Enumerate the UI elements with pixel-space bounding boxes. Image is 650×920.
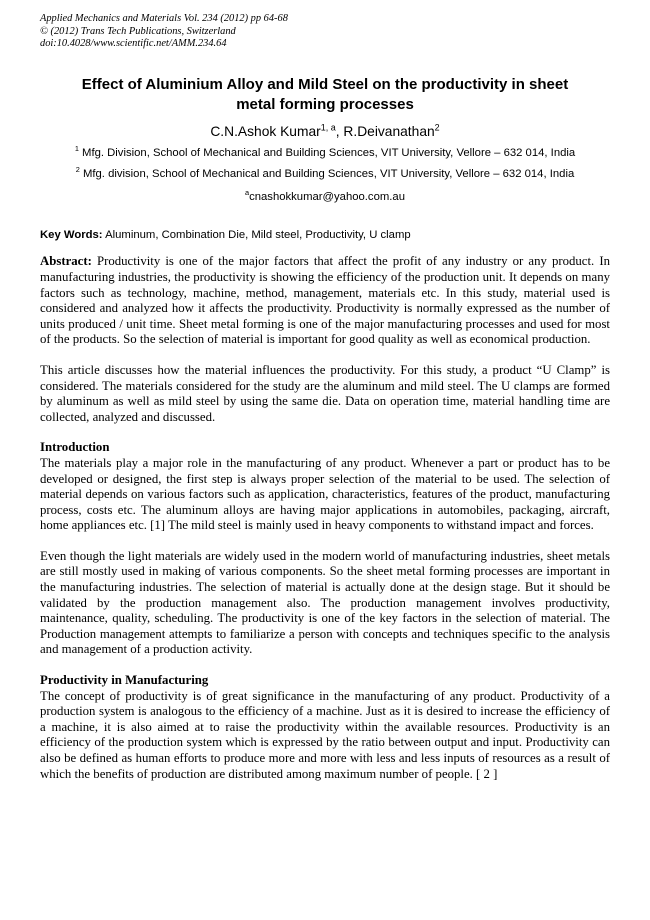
author-2-name: R.Deivanathan <box>343 123 435 139</box>
affiliation-2 <box>40 167 610 182</box>
keywords-text: Aluminum, Combination Die, Mild steel, Productivity, U clamp <box>105 229 411 242</box>
title-block <box>40 75 610 203</box>
author-1-name: C.N.Ashok Kumar <box>210 123 321 139</box>
keywords-label: Key Words: <box>40 229 103 242</box>
affiliation-2-superscript: 2 <box>75 165 80 175</box>
paragraph-productivity: The concept of productivity is of great significance in the manufacturing of any product. Productivity of a production system is analogous to the efficiency of a machine. Just as it is desired to increase the efficiency of a machine, it is also aimed at to raise the productivity within the available resources. Productivity is an efficiency of the production system which is expressed by the ratio between output and input. Productivity can also be defined as human efforts to produce more and more with less and less inputs of resources as a result of which the benefits of production are distributed among maximum number of people. [ 2 ] <box>40 688 610 781</box>
author-1 <box>210 121 336 139</box>
journal-header <box>40 13 610 51</box>
copyright-line: © (2012) Trans Tech Publications, Switzerland <box>40 25 236 37</box>
paragraph-introduction-1: The materials play a major role in the manufacturing of any product. Whenever a part or product has to be developed or designed, the first step is always proper selection of the material to be used. The selection of material depends on various factors such as application, characteristics, features of the product, manufacturing process, costs etc. The aluminum alloys are having major applications in automobiles, packaging, aircraft, home appliances etc. [1] The mild steel is mainly used in heavy components to withstand impact and forces. <box>40 455 610 533</box>
email-address: cnashokkumar@yahoo.com.au <box>249 191 405 204</box>
affiliation-1-superscript: 1 <box>74 143 79 153</box>
author-1-superscript: 1, a <box>320 121 336 132</box>
author-separator: , <box>335 123 344 139</box>
affiliation-1-text: Mfg. Division, School of Mechanical and Building Sciences, VIT University, Vellore – 632 014, India <box>82 146 576 159</box>
abstract-label: Abstract: <box>40 254 92 269</box>
authors-line <box>40 121 610 139</box>
heading-introduction: Introduction <box>40 440 110 455</box>
author-2-superscript: 2 <box>434 121 440 132</box>
author-email <box>40 188 610 204</box>
abstract-paragraph <box>40 254 610 348</box>
affiliation-1 <box>40 143 610 161</box>
author-2 <box>343 121 440 139</box>
heading-productivity: Productivity in Manufacturing <box>40 673 209 688</box>
keywords-line <box>40 229 610 241</box>
paragraph-uclamp-study: This article discusses how the material influences the productivity. For this study, a product “U Clamp” is considered. The materials considered for the study are the aluminum and mild steel. The U clamps are formed by aluminum as well as mild steel by using the same die. Data on operation time, material handling time are collected, analyzed and discussed. <box>40 362 610 424</box>
article-body <box>40 254 610 782</box>
affiliation-2-text: Mfg. division, School of Mechanical and Building Sciences, VIT University, Vellore – 632 014, India <box>82 168 575 181</box>
email-superscript: a <box>245 188 250 198</box>
paper-title: Effect of Aluminium Alloy and Mild Steel on the productivity in sheet metal forming processes <box>81 76 569 114</box>
doi-line: doi:10.4028/www.scientific.net/AMM.234.64 <box>40 38 227 50</box>
abstract-text: Productivity is one of the major factors that affect the profit of any industry or any product. In manufacturing industries, the productivity is showing the efficiency of the production unit. It depends on many factors such as technology, machine, method, management, materials etc. In this study, material used is considered and analyzed how it affects the productivity. Productivity is normally expressed as the number of units produced / unit time. Sheet metal forming is one of the major manufacturing processes and used for most of the products. So the selection of material is important for good quality as well as economical production. <box>40 254 610 347</box>
journal-citation: Applied Mechanics and Materials Vol. 234 (2012) pp 64-68 <box>40 13 288 24</box>
paragraph-introduction-2: Even though the light materials are widely used in the modern world of manufacturing industries, sheet metals are still mostly used in making of various components. So the sheet metal forming processes are important in the manufacturing industries. The selection of material is actually done at the design stage. But it should be validated by the production management also. The production management involves productivity, maintenance, quality, scheduling. The productivity is one of the key factors in the selection of material. The Production management attempts to familiarize a person with concepts and techniques specific to the analysis and management of a production activity. <box>40 548 610 657</box>
